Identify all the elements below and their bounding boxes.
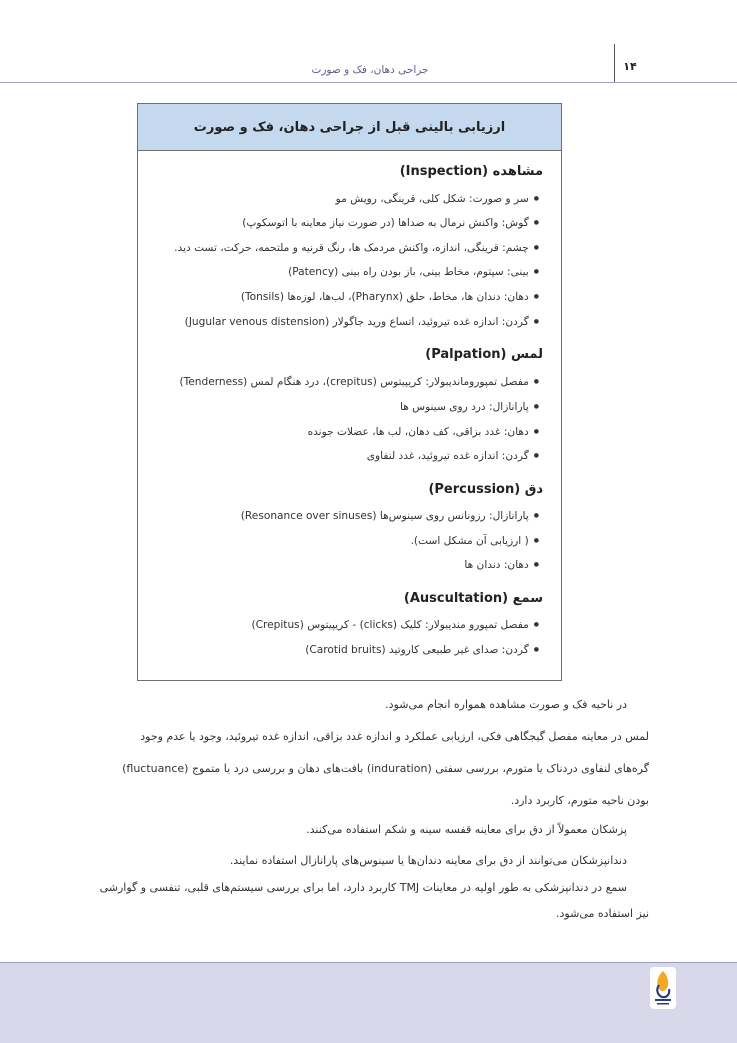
body-line: بودن ناحیه متورم، کاربرد دارد. bbox=[510, 794, 649, 807]
section-title-palpation: لمس (Palpation) bbox=[425, 347, 543, 362]
list-item: ● دهان: غدد بزاقی، کف دهان، لب ها، عضلات جونده bbox=[308, 425, 539, 441]
list-item: ● گوش: واکنش نرمال به صداها (در صورت نیاز معاینه با اتوسکوپ) bbox=[242, 216, 539, 232]
list-item: ● پارانازال: رزونانس روی سینوس‌ها (Resonance over sinuses) bbox=[241, 509, 539, 525]
section-title-percussion: دق (Percussion) bbox=[428, 482, 543, 497]
list-item: ● مفصل تمپوروماندیبولار: کریپیتوس (crepitus)، درد هنگام لمس (Tenderness) bbox=[179, 375, 539, 391]
box-title: ارزیابی بالینی قبل از جراحی دهان، فک و صورت bbox=[138, 104, 561, 151]
header-rule bbox=[0, 82, 737, 83]
body-line: پزشکان معمولاً از دق برای معاینه قفسه سینه و شکم استفاده می‌کنند. bbox=[306, 823, 627, 836]
publisher-logo-icon bbox=[650, 967, 676, 1009]
page-number: ۱۴ bbox=[623, 60, 637, 73]
body-line: در ناحیه فک و صورت مشاهده همواره انجام می‌شود. bbox=[385, 698, 627, 711]
list-item: ● سر و صورت: شکل کلی، قرینگی، رویش مو bbox=[336, 192, 539, 208]
body-line: نیز استفاده می‌شود. bbox=[556, 907, 649, 920]
list-item: ● گردن: صدای غیر طبیعی کاروتید (Carotid bruits) bbox=[305, 643, 539, 659]
body-line: دندانپزشکان می‌توانند از دق برای معاینه دندان‌ها یا سینوس‌های پارانازال استفاده نمایند. bbox=[229, 854, 627, 867]
section-title-inspection: مشاهده (Inspection) bbox=[399, 164, 543, 179]
list-item: ● ( ارزیابی آن مشکل است). bbox=[411, 534, 539, 550]
body-line: لمس در معاینه مفصل گیجگاهی فکی، ارزیابی عملکرد و اندازه غدد بزاقی، اندازه غده تیروئید، وجود یا عدم وجود bbox=[140, 730, 649, 743]
body-line: گره‌های لنفاوی دردناک یا متورم، بررسی سفتی (induration) بافت‌های دهان و بررسی درد یا متموج (fluctuance) bbox=[122, 762, 649, 775]
section-title-auscultation: سمع (Auscultation) bbox=[403, 591, 543, 606]
list-item: ● دهان: دندان ها، مخاط، حلق (Pharynx)، لب‌ها، لوزه‌ها (Tonsils) bbox=[241, 290, 539, 306]
list-item: ● مفصل تمپورو مندیبولار: کلیک (clicks) - کریپیتوس (Crepitus) bbox=[251, 618, 539, 634]
list-item: ● گردن: اندازه غده تیروئید، اتساع ورید جاگولار (Jugular venous distension) bbox=[185, 315, 539, 331]
list-item: ● پارانازال: درد روی سینوس ها bbox=[400, 400, 539, 416]
running-header-title: جراحی دهان، فک و صورت bbox=[311, 64, 429, 76]
list-item: ● چشم: قرینگی، اندازه، واکنش مردمک ها، رنگ قرنیه و ملتحمه، حرکت، تست دید. bbox=[174, 241, 539, 257]
list-item: ● دهان: دندان ها bbox=[464, 558, 539, 574]
header-divider bbox=[614, 44, 615, 82]
body-line: سمع در دندانپزشکی به طور اولیه در معاینات TMJ کاربرد دارد، اما برای بررسی سیستم‌های قلبی، تنفسی و گوارشی bbox=[99, 881, 627, 894]
footer-band bbox=[0, 962, 737, 1043]
list-item: ● بینی: سپتوم، مخاط بینی، باز بودن راه بینی (Patency) bbox=[288, 265, 539, 281]
list-item: ● گردن: اندازه غده تیروئید، غدد لنفاوی bbox=[367, 449, 539, 465]
clinical-evaluation-box bbox=[137, 103, 562, 681]
